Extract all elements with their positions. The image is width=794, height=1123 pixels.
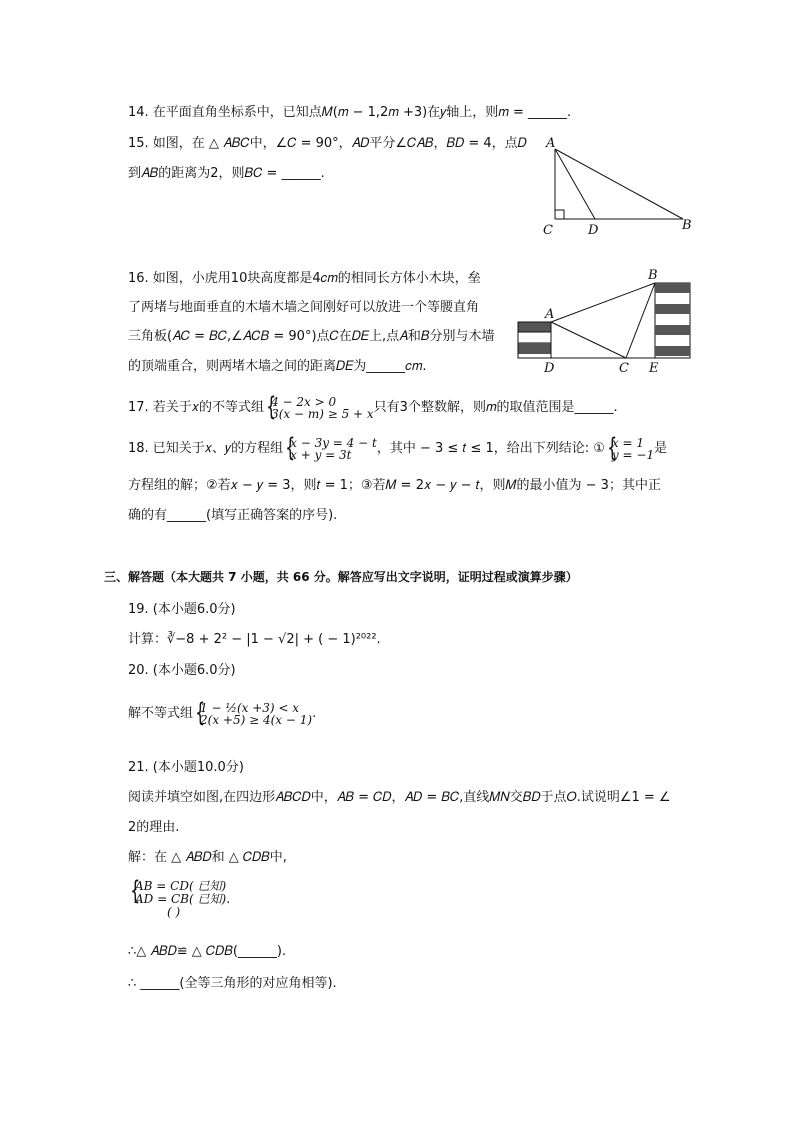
q16-label-e: E [649,361,659,376]
q14-text: 14. 在平面直角坐标系中，已知点𝑀(𝑚 − 1,2𝑚 +3)在𝑦轴上，则𝑚 = ______. [128,105,572,120]
q16-label-c: C [619,361,629,376]
q17-system: { 4 − 2𝑥 > 0 3(𝑥 − 𝑚) ≥ 5 + 𝑥 [264,396,374,420]
q17-suffix: 只有3个整数解，则𝑚的取值范围是______. [373,400,618,415]
q20-suffix: . [312,706,317,721]
q21-head: 21. (本小题10.0分) [128,760,244,775]
q16-label-d: D [544,361,555,376]
q16-right-wall-block [655,346,690,356]
q21-system-line [128,880,230,920]
q15-label-a: A [546,136,556,151]
q20-system: { 1 − ½(𝑥 +3) < 𝑥 2(𝑥 +5) ≥ 4(𝑥 − 1) [193,702,312,726]
q16-line4: 的顶端重合，则两堵木墙之间的距离𝐷𝐸为______𝑐𝑚. [128,359,427,374]
q16-left-wall-block [518,332,551,343]
q15-label-b: B [682,218,692,233]
q18-system: { 𝑥 − 3𝑦 = 4 − 𝑡 𝑥 + 𝑦 = 3𝑡 [283,437,377,461]
q16-label-a: A [545,307,555,322]
q16-line3: 三角板(𝐴𝐶 = 𝐵𝐶,∠𝐴𝐶𝐵 = 90°)点𝐶在𝐷𝐸上,点𝐴和𝐵分别与木墙 [128,329,495,344]
q16-line1: 16. 如图，小虎用10块高度都是4𝑐𝑚的相同长方体小木块，垒 [128,271,481,286]
q19-body: 计算：∛−8 + 2² − |1 − √2| + ( − 1)²⁰²². [128,632,381,647]
q15-label-d: D [588,223,599,238]
q18-line1 [128,432,667,466]
q18-prefix: 18. 已知关于𝑥、𝑦的方程组 [128,441,284,456]
q18-end: 是 [654,441,668,456]
q21-line4: ∴△ 𝐴𝐵𝐷≌ △ 𝐶𝐷𝐵(______). [128,944,287,959]
q21-line5: ∴ ______(全等三角形的对应角相等). [128,976,337,991]
q15-line1: 15. 如图，在 △ 𝐴𝐵𝐶中，∠𝐶 = 90°，𝐴𝐷平分∠𝐶𝐴𝐵，𝐵𝐷 = 4，点𝐷 [128,136,527,151]
q15-label-c: C [543,223,553,238]
q16-left-wall-block [518,343,551,354]
q18-line2: 方程组的解；②若𝑥 − 𝑦 = 3，则𝑡 = 1；③若𝑀 = 2𝑥 − 𝑦 − 𝑡，则𝑀的最小值为 − 3；其中正 [128,478,661,493]
q16-right-wall-block [655,283,690,293]
q16-line2: 了两堵与地面垂直的木墙木墙之间刚好可以放进一个等腰直角 [128,300,480,315]
q21-system: { 𝐴𝐵 = 𝐶𝐷( 已知) 𝐴𝐷 = 𝐶𝐵( 已知) ( ) [128,880,226,919]
q21-line1: 阅读并填空如图,在四边形𝐴𝐵𝐶𝐷中，𝐴𝐵 = 𝐶𝐷，𝐴𝐷 = 𝐵𝐶,直线𝑀𝑁交𝐵𝐷于点𝑂.试说明∠1 = ∠ [128,790,671,805]
q15-triangle-figure [535,135,695,240]
q18-mid: ，其中 − 3 ≤ 𝑡 ≤ 1，给出下列结论: ① [376,441,605,456]
q17-line [128,391,618,425]
q21-line3: 解：在 △ 𝐴𝐵𝐷和 △ 𝐶𝐷𝐵中, [128,850,287,865]
q20-line [128,697,316,731]
q20-prefix: 解不等式组 [128,706,194,721]
q16-left-wall-block [518,322,551,332]
q19-head: 19. (本小题6.0分) [128,602,236,617]
q17-prefix: 17. 若关于𝑥的不等式组 [128,400,265,415]
q15-line2: 到𝐴𝐵的距离为2，则𝐵𝐶 = ______. [128,166,325,181]
q20-head: 20. (本小题6.0分) [128,663,236,678]
q16-right-wall-block [655,325,690,335]
q18-solution-system: { 𝑥 = 1 𝑦 = −1 [605,437,654,461]
q21-line2: 2的理由. [128,820,180,835]
q21-system-suffix: . [226,892,231,907]
q18-line3: 确的有______(填写正确答案的序号). [128,508,338,523]
q16-right-wall-block [655,304,690,314]
q16-label-b: B [648,268,658,283]
q16-wall-figure [512,264,697,376]
section-3-title: 三、解答题（本大题共 7 小题，共 66 分。解答应写出文字说明，证明过程或演算步骤） [104,570,578,584]
